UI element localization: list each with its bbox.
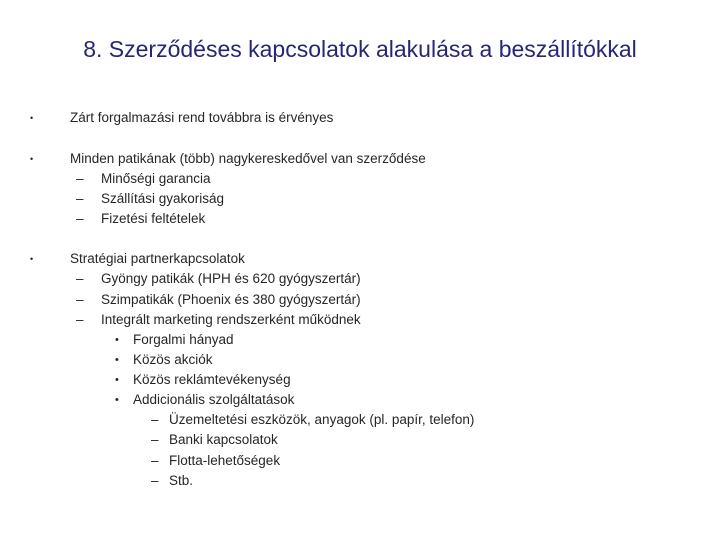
level4-bullet-item	[151, 432, 278, 448]
sub-sub-bullet-text: Közös akciók	[133, 352, 213, 367]
bullet-text: Minden patikának (több) nagykereskedővel van szerződése	[70, 151, 426, 166]
level4-bullet-text: Flotta-lehetőségek	[169, 453, 281, 468]
level4-bullet-item	[151, 473, 194, 489]
sub-bullet-item	[76, 312, 361, 328]
sub-bullet-text: Szimpatikák (Phoenix és 380 gyógyszertár)	[101, 292, 361, 307]
sub-sub-bullet-item	[115, 332, 234, 348]
dash-marker: –	[151, 412, 159, 427]
dash-marker: –	[151, 473, 159, 488]
sub-bullet-item	[76, 271, 361, 287]
level4-bullet-text: Banki kapcsolatok	[169, 432, 278, 447]
dash-marker: –	[76, 191, 84, 206]
bullet-marker: •	[30, 154, 34, 164]
sub-sub-bullet-item	[115, 392, 295, 408]
bullet-marker: •	[115, 374, 119, 386]
sub-bullet-text: Szállítási gyakoriság	[101, 191, 225, 206]
dash-marker: –	[76, 271, 84, 286]
sub-sub-bullet-item	[115, 352, 213, 368]
bullet-item	[30, 251, 245, 267]
dash-marker: –	[151, 432, 159, 447]
dash-marker: –	[76, 292, 84, 307]
sub-bullet-text: Minőségi garancia	[101, 171, 211, 186]
bullet-marker: •	[115, 354, 119, 366]
level4-bullet-item	[151, 453, 281, 469]
sub-bullet-text: Integrált marketing rendszerként működnek	[101, 312, 361, 327]
sub-bullet-text: Gyöngy patikák (HPH és 620 gyógyszertár)	[101, 271, 361, 286]
sub-sub-bullet-text: Addicionális szolgáltatások	[133, 392, 295, 407]
bullet-text: Stratégiai partnerkapcsolatok	[70, 251, 245, 266]
bullet-item	[30, 151, 426, 167]
sub-sub-bullet-item	[115, 372, 291, 388]
dash-marker: –	[76, 312, 84, 327]
bullet-marker: •	[30, 254, 34, 264]
bullet-marker: •	[115, 334, 119, 346]
dash-marker: –	[76, 211, 84, 226]
bullet-marker: •	[115, 394, 119, 406]
level4-bullet-text: Üzemeltetési eszközök, anyagok (pl. papír, telefon)	[169, 412, 475, 427]
bullet-item	[30, 110, 334, 126]
dash-marker: –	[151, 453, 159, 468]
sub-bullet-item	[76, 211, 206, 227]
level4-bullet-item	[151, 412, 475, 428]
level4-bullet-text: Stb.	[169, 473, 194, 488]
sub-bullet-item	[76, 191, 225, 207]
bullet-marker: •	[30, 113, 34, 123]
sub-bullet-item	[76, 292, 361, 308]
slide-title: 8. Szerződéses kapcsolatok alakulása a beszállítókkal	[83, 36, 637, 62]
sub-sub-bullet-text: Közös reklámtevékenység	[133, 372, 291, 387]
sub-bullet-text: Fizetési feltételek	[101, 211, 206, 226]
sub-bullet-item	[76, 171, 211, 187]
sub-sub-bullet-text: Forgalmi hányad	[133, 332, 234, 347]
dash-marker: –	[76, 171, 84, 186]
bullet-text: Zárt forgalmazási rend továbbra is érvényes	[70, 110, 334, 125]
